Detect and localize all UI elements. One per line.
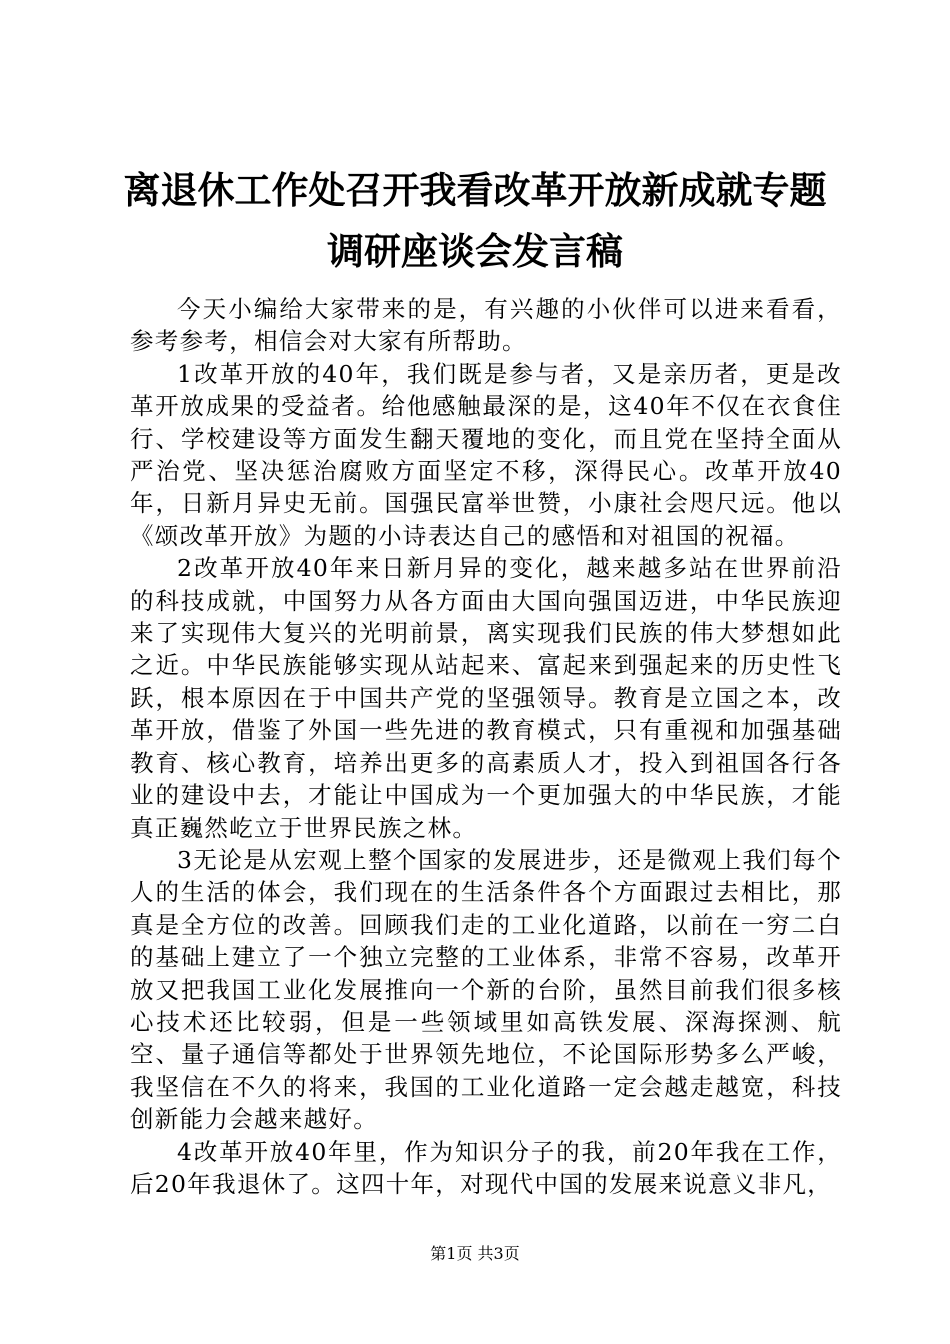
paragraph-intro: 今天小编给大家带来的是，有兴趣的小伙伴可以进来看看，参考参考，相信会对大家有所帮助。 <box>130 295 842 356</box>
document-body <box>130 293 842 1200</box>
paragraph-1: 1改革开放的40年，我们既是参与者，又是亲历者，更是改革开放成果的受益者。给他感触最深的是，这40年不仅在衣食住行、学校建设等方面发生翻天覆地的变化，而且党在坚持全面从严治党、坚决惩治腐败方面坚定不移，深得民心。改革开放40年，日新月异史无前。国强民富举世赞，小康社会咫尺远。他以《颂改革开放》为题的小诗表达自己的感悟和对祖国的祝福。 <box>130 359 842 550</box>
document-title: 离退休工作处召开我看改革开放新成就专题调研座谈会发言稿 <box>123 169 827 273</box>
paragraph-3: 3无论是从宏观上整个国家的发展进步，还是微观上我们每个人的生活的体会，我们现在的生活条件各个方面跟过去相比，那真是全方位的改善。回顾我们走的工业化道路，以前在一穷二白的基础上建立了一个独立完整的工业体系，非常不容易，改革开放又把我国工业化发展推向一个新的台阶，虽然目前我们很多核心技术还比较弱，但是一些领域里如高铁发展、深海探测、航空、量子通信等都处于世界领先地位，不论国际形势多么严峻，我坚信在不久的将来，我国的工业化道路一定会越走越宽，科技创新能力会越来越好。 <box>130 845 842 1134</box>
paragraph-4: 4改革开放40年里，作为知识分子的我，前20年我在工作，后20年我退休了。这四十年，对现代中国的发展来说意义非凡， <box>130 1137 842 1198</box>
page-number-footer: 第1页 共3页 <box>430 1244 520 1263</box>
paragraph-2: 2改革开放40年来日新月异的变化，越来越多站在世界前沿的科技成就，中国努力从各方面由大国向强国迈进，中华民族迎来了实现伟大复兴的光明前景，离实现我们民族的伟大梦想如此之近。中华民族能够实现从站起来、富起来到强起来的历史性飞跃，根本原因在于中国共产党的坚强领导。教育是立国之本，改革开放，借鉴了外国一些先进的教育模式，只有重视和加强基础教育、核心教育，培养出更多的高素质人才，投入到祖国各行各业的建设中去，才能让中国成为一个更加强大的中华民族，才能真正巍然屹立于世界民族之林。 <box>130 554 842 842</box>
